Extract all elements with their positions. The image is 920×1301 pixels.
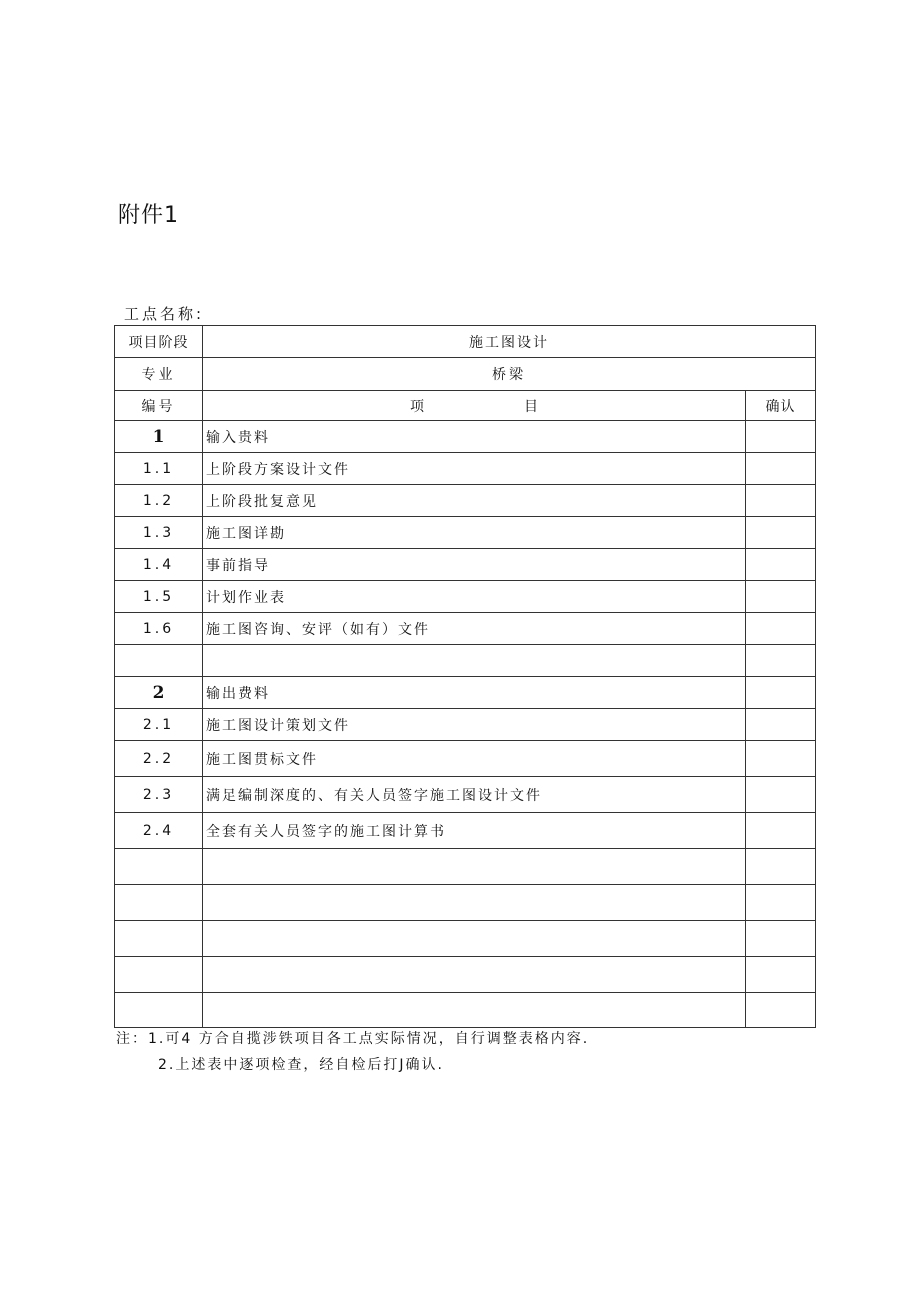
header-confirm: 确认	[746, 391, 816, 421]
section-row	[115, 421, 816, 453]
discipline-value: 桥梁	[203, 358, 816, 391]
item-text: 施工图设计策划文件	[203, 709, 746, 741]
item-text: 上阶段批复意见	[203, 485, 746, 517]
item-num: 2.2	[115, 741, 203, 777]
item-num: 2.1	[115, 709, 203, 741]
discipline-row	[115, 358, 816, 391]
item-text: 施工图贯标文件	[203, 741, 746, 777]
item-num: 1.4	[115, 549, 203, 581]
confirm-cell[interactable]	[746, 613, 816, 645]
table-row	[115, 549, 816, 581]
attachment-title: 附件1	[118, 203, 179, 228]
confirm-cell[interactable]	[746, 993, 816, 1028]
phase-label: 项目阶段	[115, 326, 203, 358]
empty-row	[115, 957, 816, 993]
checklist-table	[114, 325, 816, 1028]
discipline-label: 专业	[115, 358, 203, 391]
item-text: 满足编制深度的、有关人员签字施工图设计文件	[203, 777, 746, 813]
item-num: 2.4	[115, 813, 203, 849]
note-prefix: 注：1.可4	[116, 1031, 193, 1047]
confirm-cell[interactable]	[746, 677, 816, 709]
item-text: 上阶段方案设计文件	[203, 453, 746, 485]
header-row	[115, 391, 816, 421]
site-name-label: 工点名称:	[124, 305, 205, 323]
header-item	[203, 391, 746, 421]
item-num: 2.3	[115, 777, 203, 813]
confirm-cell[interactable]	[746, 581, 816, 613]
confirm-cell[interactable]	[746, 645, 816, 677]
item-text: 施工图咨询、安评（如有）文件	[203, 613, 746, 645]
confirm-cell[interactable]	[746, 921, 816, 957]
confirm-cell[interactable]	[746, 849, 816, 885]
item-num: 1.6	[115, 613, 203, 645]
section-num: 2	[115, 677, 203, 709]
table-row	[115, 581, 816, 613]
empty-row	[115, 849, 816, 885]
item-text: 全套有关人员签字的施工图计算书	[203, 813, 746, 849]
confirm-cell[interactable]	[746, 813, 816, 849]
item-num: 1.1	[115, 453, 203, 485]
table-row	[115, 741, 816, 777]
notes	[116, 1028, 590, 1073]
empty-row	[115, 921, 816, 957]
table-row	[115, 517, 816, 549]
confirm-cell[interactable]	[746, 741, 816, 777]
phase-row	[115, 326, 816, 358]
note-text: 方合自揽涉铁项目各工点实际情况，自行调整表格内容.	[198, 1031, 590, 1047]
section-title: 输入贵料	[203, 421, 746, 453]
item-num: 1.3	[115, 517, 203, 549]
header-item-b: 目	[524, 398, 538, 415]
item-num: 1.5	[115, 581, 203, 613]
section-num: 1	[115, 421, 203, 453]
empty-row	[115, 645, 816, 677]
confirm-cell[interactable]	[746, 709, 816, 741]
section-row	[115, 677, 816, 709]
table-row	[115, 613, 816, 645]
item-text: 施工图详勘	[203, 517, 746, 549]
item-text: 事前指导	[203, 549, 746, 581]
confirm-cell[interactable]	[746, 517, 816, 549]
confirm-cell[interactable]	[746, 777, 816, 813]
item-num: 1.2	[115, 485, 203, 517]
confirm-cell[interactable]	[746, 485, 816, 517]
table-row	[115, 777, 816, 813]
empty-row	[115, 885, 816, 921]
phase-value: 施工图设计	[203, 326, 816, 358]
header-item-a: 项	[410, 398, 424, 415]
confirm-cell[interactable]	[746, 453, 816, 485]
table-row	[115, 453, 816, 485]
empty-row	[115, 993, 816, 1028]
confirm-cell[interactable]	[746, 885, 816, 921]
confirm-cell[interactable]	[746, 957, 816, 993]
item-text: 计划作业表	[203, 581, 746, 613]
confirm-cell[interactable]	[746, 421, 816, 453]
header-num: 编号	[115, 391, 203, 421]
section-title: 输出费料	[203, 677, 746, 709]
table-row	[115, 813, 816, 849]
confirm-cell[interactable]	[746, 549, 816, 581]
note-line-2: 2.上述表中逐项检查，经自检后打J确认.	[158, 1057, 444, 1073]
note-line-1	[116, 1028, 589, 1048]
table-row	[115, 709, 816, 741]
table-row	[115, 485, 816, 517]
